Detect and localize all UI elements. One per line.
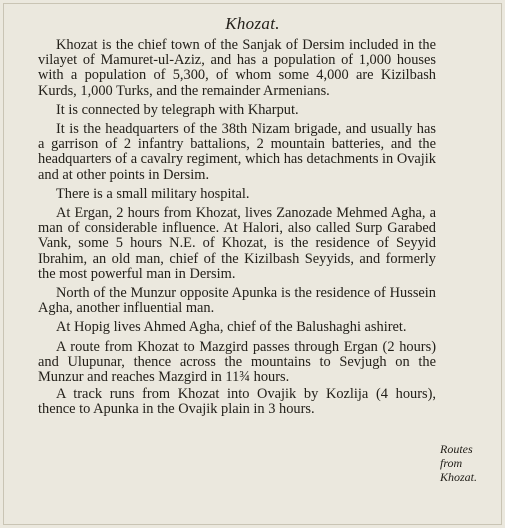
margin-note-line: from <box>440 456 463 470</box>
paragraph-headquarters: It is the headquarters of the 38th Nizam brigade, and usually has a garrison of 2 infantry battalions, 2 mountain batteries, and the headquarters of a cavalry regiment, which has detachments in Ovajik and at other points in Dersim. <box>38 121 436 183</box>
paragraph-ergan-halori: At Ergan, 2 hours from Khozat, lives Zanozade Mehmed Agha, a man of considerable influence. At Halori, also called Surp Garabed Vank, some 5 hours N.E. of Khozat, is the residence of Seyyid Ibrahim, an old man, chief of the Kizilbash Seyyids, and formerly the most powerful man in Dersim. <box>38 205 436 282</box>
paragraph-hopig: At Hopig lives Ahmed Agha, chief of the Balushaghi ashiret. <box>56 319 407 336</box>
paragraph-munzur: North of the Munzur opposite Apunka is the residence of Hussein Agha, another influential man. <box>38 285 436 317</box>
paragraph-track-ovajik: A track runs from Khozat into Ovajik by Kozlija (4 hours), thence to Apunka in the Ovajik plain in 3 hours. <box>38 386 436 418</box>
margin-note <box>440 442 477 484</box>
section-title: Khozat. <box>225 14 280 33</box>
paragraph-route-mazgird: A route from Khozat to Mazgird passes through Ergan (2 hours) and Ulupunar, thence across the mountains to Sevjugh on the Munzur and reaches Mazgird in 11¾ hours. <box>38 338 436 386</box>
paragraph-hospital: There is a small military hospital. <box>56 185 250 202</box>
margin-note-line: Khozat. <box>440 470 478 484</box>
margin-note-line: Routes <box>440 442 473 456</box>
body-text <box>38 38 436 420</box>
paragraph-telegraph: It is connected by telegraph with Kharput. <box>56 101 299 118</box>
paragraph-description: Khozat is the chief town of the Sanjak of Dersim included in the vilayet of Mamuret-ul-Aziz, and has a population of 1,000 houses with a population of 5,300, of whom some 4,000 are Kizilbash Kurds, 1,000 Turks, and the remainder Armenians. <box>38 37 436 99</box>
